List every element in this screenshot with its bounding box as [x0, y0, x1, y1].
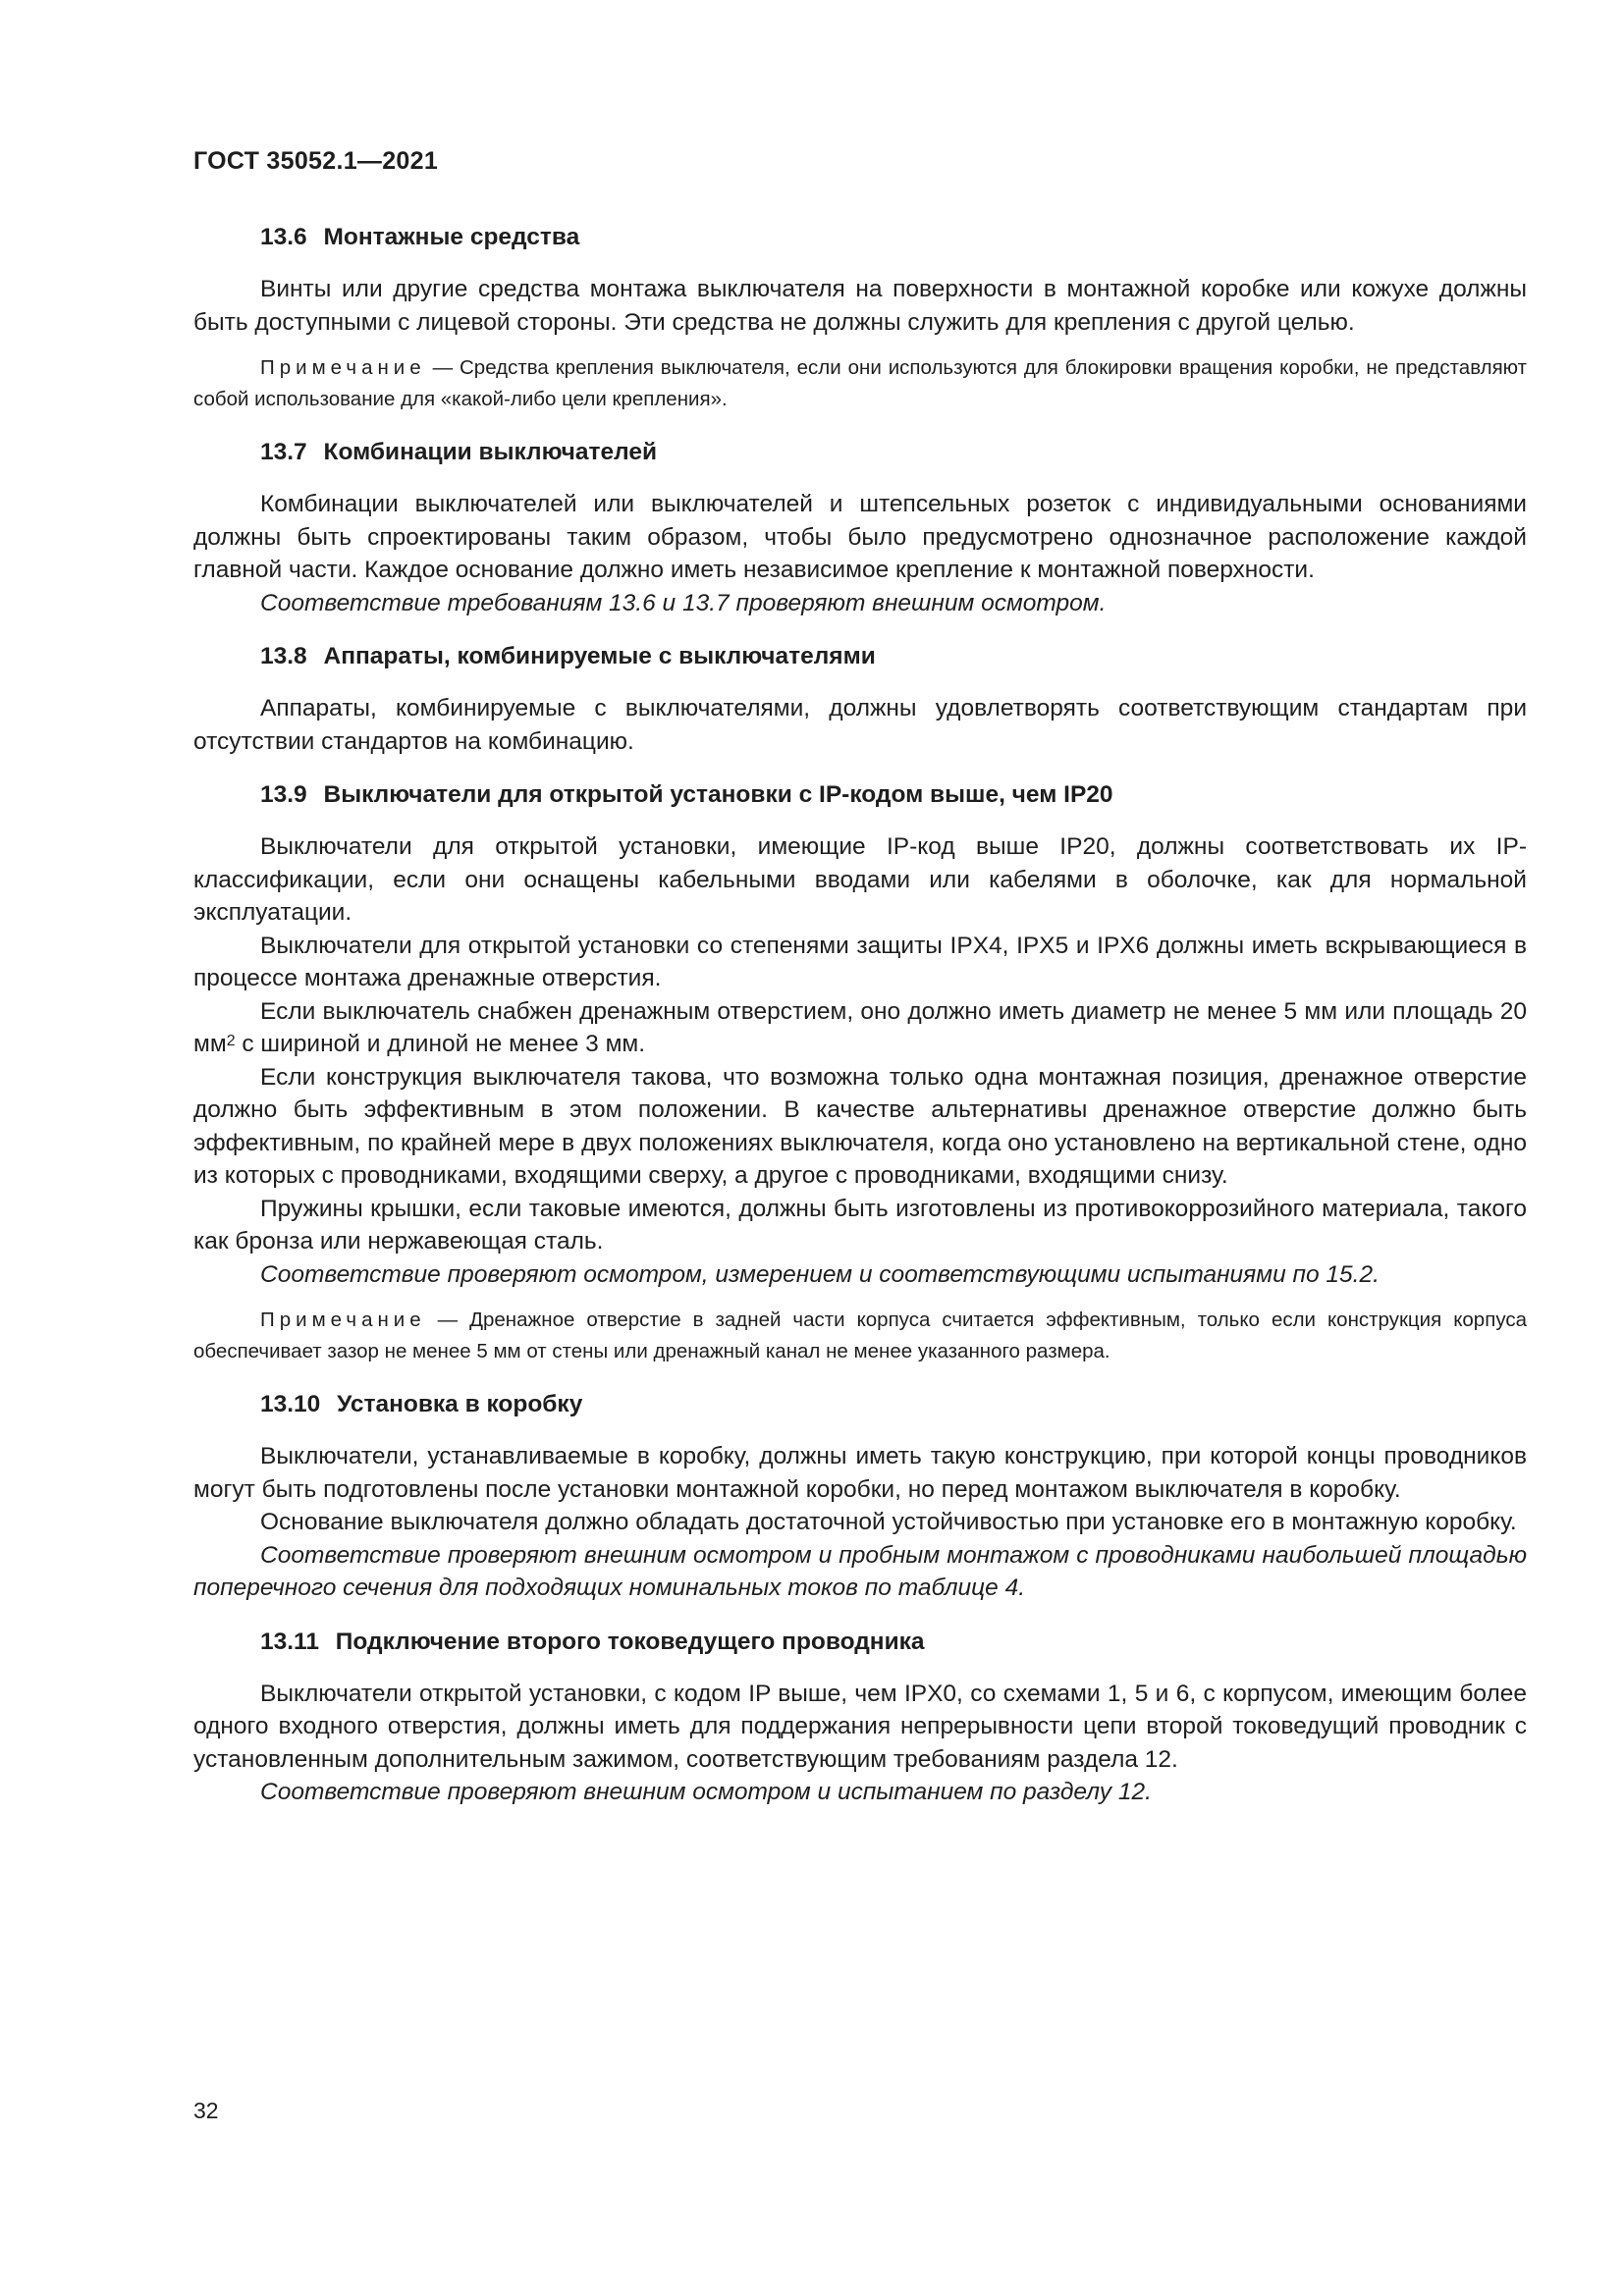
section-title: Монтажные средства [323, 224, 580, 250]
superscript: 2 [226, 1033, 236, 1050]
note-text: — Дренажное отверстие в задней части корпуса считается эффективным, только если конструкция корпуса обеспечивает зазор не менее 5 мм от стены или дренажный канал не менее указанного размера. [193, 1308, 1527, 1362]
section-heading-13-7 [193, 435, 1527, 470]
paragraph: Аппараты, комбинируемые с выключателями, должны удовлетворять соответствующим стандартам при отсутствии стандартов на комбинацию. [193, 695, 1527, 755]
section-number: 13.6 [260, 224, 307, 250]
compliance-paragraph: Соответствие проверяют внешним осмотром и испытанием по разделу 12. [260, 1779, 1152, 1805]
section-number: 13.7 [260, 439, 307, 465]
paragraph: Если конструкция выключателя такова, что возможна только одна монтажная позиция, дренажное отверстие должно быть эффективным в этом положении. В качестве альтернативы дренажное отверстие должно быть эффективным, по крайней мере в двух положениях выключателя, когда оно установлено на вертикальной стене, одно из которых с проводниками, входящими сверху, а другое с проводниками, входящими снизу. [193, 1063, 1527, 1189]
paragraph: Комбинации выключателей или выключателей и штепсельных розеток с индивидуальными основаниями должны быть спроектированы таким образом, чтобы было предусмотрено однозначное расположение каждой главной части. Каждое основание должно иметь независимое крепление к монтажной поверхности. [193, 491, 1527, 583]
note [193, 352, 1527, 415]
compliance-paragraph: Соответствие проверяют внешним осмотром и пробным монтажом с проводниками наибольшей площадью поперечного сечения для подходящих номинальных токов по таблице 4. [193, 1541, 1527, 1601]
paragraph: Выключатели открытой установки, с кодом IP выше, чем IPX0, со схемами 1, 5 и 6, с корпусом, имеющим более одного входного отверстия, должны иметь для поддержания непрерывности цепи второй токоведущий проводник с установленным дополнительным зажимом, соответствующим требованиям раздела 12. [193, 1680, 1527, 1773]
section-heading-13-9 [193, 777, 1527, 813]
note-text: — Средства крепления выключателя, если они используются для блокировки вращения коробки, не представляют собой использование для «какой-либо цели крепления». [193, 356, 1527, 410]
section-title: Выключатели для открытой установки с IP-кодом выше, чем IP20 [323, 781, 1113, 808]
note-label: Примечание [260, 1308, 426, 1331]
text-fragment: Если выключатель снабжен дренажным отверстием, оно должно иметь диаметр не менее 5 мм или площадь 20 мм [193, 997, 1527, 1057]
section-number: 13.10 [260, 1391, 321, 1417]
paragraph: Выключатели, устанавливаемые в коробку, должны иметь такую конструкцию, при которой концы проводников могут быть подготовлены после установки монтажной коробки, но перед монтажом выключателя в коробку. [193, 1443, 1527, 1503]
paragraph: Выключатели для открытой установки, имеющие IP-код выше IP20, должны соответствовать их IP-классификации, если они оснащены кабельными вводами или кабелями в оболочке, как для нормальной эксплуатации. [193, 833, 1527, 926]
text-fragment: с шириной и длиной не менее 3 мм. [235, 1031, 646, 1057]
compliance-paragraph: Соответствие требованиям 13.6 и 13.7 проверяют внешним осмотром. [260, 589, 1107, 616]
section-heading-13-8 [193, 639, 1527, 674]
paragraph: Винты или другие средства монтажа выключателя на поверхности в монтажной коробке или кожухе должны быть доступными с лицевой стороны. Эти средства не должны служить для крепления с другой целью. [193, 276, 1527, 336]
document-header: ГОСТ 35052.1—2021 [193, 147, 439, 175]
compliance-paragraph: Соответствие проверяют осмотром, измерением и соответствующими испытаниями по 15.2. [260, 1260, 1380, 1288]
section-heading-13-11 [193, 1625, 1527, 1660]
note [193, 1305, 1527, 1367]
paragraph: Основание выключателя должно обладать достаточной устойчивостью при установке его в монтажную коробку. [260, 1509, 1517, 1535]
section-title: Установка в коробку [337, 1391, 583, 1417]
section-title: Подключение второго токоведущего проводника [335, 1628, 925, 1655]
paragraph: Пружины крышки, если таковые имеются, должны быть изготовлены из противокоррозийного материала, такого как бронза или нержавеющая сталь. [193, 1195, 1527, 1255]
page-number: 32 [193, 2098, 219, 2123]
section-title: Комбинации выключателей [323, 439, 658, 465]
section-title: Аппараты, комбинируемые с выключателями [323, 643, 876, 669]
page-content [193, 220, 1527, 1809]
section-number: 13.9 [260, 781, 307, 808]
paragraph: Выключатели для открытой установки со степенями защиты IPX4, IPX5 и IPX6 должны иметь вскрывающиеся в процессе монтажа дренажные отверстия. [193, 932, 1527, 991]
section-number: 13.11 [260, 1628, 319, 1655]
paragraph [193, 995, 1527, 1061]
section-number: 13.8 [260, 643, 307, 669]
section-heading-13-6 [193, 220, 1527, 255]
section-heading-13-10 [193, 1387, 1527, 1422]
note-label: Примечание [260, 356, 426, 379]
